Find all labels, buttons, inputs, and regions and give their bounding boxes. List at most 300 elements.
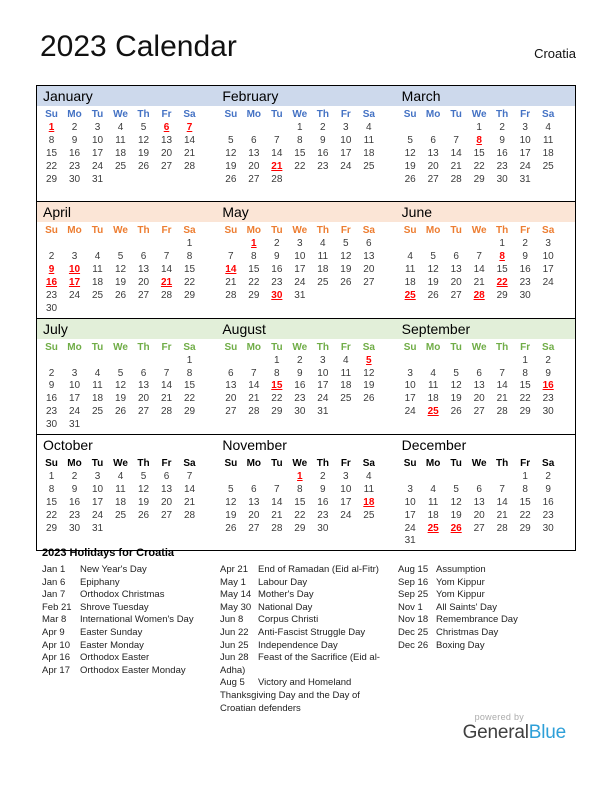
day-cell: 17 [340,496,352,508]
day-cell: 20 [473,393,485,405]
empty-cell [537,303,560,316]
weekday-header [40,107,216,122]
week-row [219,135,395,148]
holiday-date: Apr 9 [42,626,65,638]
empty-cell [109,523,132,536]
day-cell: 11 [115,483,126,495]
empty-cell [63,355,86,368]
holiday-item [398,627,564,640]
week-row [399,355,575,368]
empty-cell [399,355,422,368]
holiday-item [42,577,208,590]
empty-cell [311,419,334,432]
day-cell: 9 [71,134,78,146]
empty-cell [445,419,468,432]
empty-cell [311,174,334,187]
holiday-date: Jun 22 [220,626,249,638]
day-cell: 21 [496,509,508,521]
month-march [396,106,575,201]
day-cell: 2 [320,471,326,483]
holiday-date: Feb 21 [42,601,72,613]
weekday-label: Fr [340,341,351,353]
empty-cell [242,303,265,316]
holiday-date: Apr 17 [42,664,70,676]
day-cell: 15 [183,264,196,276]
weekday-label: Fr [520,109,531,120]
weekday-label: Su [45,225,58,237]
day-cell: 19 [137,496,150,508]
empty-cell [178,186,201,199]
empty-cell [537,419,560,432]
day-cell: 12 [114,380,127,392]
day-cell: 28 [473,289,485,301]
day-cell: 19 [114,393,127,405]
weekday-label: Tu [91,341,104,353]
empty-cell [288,419,311,432]
weekday-label: Fr [340,225,351,237]
weekday-label: Tu [271,109,283,120]
holiday-name: National Day [258,601,313,613]
weekday-label: Sa [362,458,375,470]
week-row [399,471,575,484]
day-cell: 9 [522,251,528,263]
day-cell: 16 [294,380,306,392]
day-cell: 18 [91,393,104,405]
day-cell: 5 [453,367,459,379]
holiday-name: Remembrance Day [436,614,518,626]
day-cell: 8 [522,483,528,495]
day-cell: 6 [163,471,170,483]
empty-cell [468,355,491,368]
holiday-date: Mar 8 [42,614,67,626]
weekday-header [399,340,575,355]
day-cell: 6 [476,483,482,495]
empty-cell [63,303,86,316]
day-cell: 24 [340,160,352,172]
page-title: 2023 Calendar [40,30,237,63]
week-row [399,393,575,406]
weekday-label: Mo [67,109,82,120]
day-cell: 12 [225,147,237,159]
day-cell: 28 [183,160,196,172]
week-row [40,406,216,419]
week-row [40,148,216,161]
week-row [219,174,395,187]
day-cell: 27 [160,509,173,521]
day-cell: 22 [519,393,531,405]
day-cell: 30 [68,173,81,185]
empty-cell [155,523,178,536]
day-cell: 8 [297,134,303,146]
weekday-label: Sa [542,225,555,237]
week-row [219,510,395,523]
day-cell: 16 [271,264,283,276]
day-cell: 12 [450,496,462,508]
weekday-label: Su [224,225,238,237]
day-cell: 6 [476,367,482,379]
day-cell: 28 [271,173,283,185]
empty-cell [242,186,265,199]
day-cell: 6 [366,238,372,250]
holiday-name: Yom Kippur [436,576,485,588]
day-cell: 24 [68,406,81,418]
day-cell: 6 [163,122,170,133]
day-cell: 7 [274,483,280,495]
day-cell: 1 [297,122,303,133]
empty-cell [63,238,86,251]
day-cell: 9 [320,134,326,146]
day-cell: 30 [519,289,531,301]
holiday-date: Apr 16 [42,652,70,664]
day-cell: 18 [114,496,127,508]
weekday-label: Th [137,225,150,237]
day-cell: 19 [340,264,352,276]
weekday-label: Su [45,341,58,353]
empty-cell [537,174,560,187]
holiday-date: Jan 1 [42,564,66,575]
weekday-label: We [113,225,128,237]
holiday-name: Independence Day [258,639,338,651]
day-cell: 14 [496,496,508,508]
empty-cell [109,355,132,368]
day-cell: 9 [71,483,78,495]
day-cell: 13 [248,496,260,508]
empty-cell [422,238,445,251]
day-cell: 29 [473,173,485,185]
day-cell: 14 [225,264,237,276]
empty-cell [219,303,242,316]
day-cell: 1 [186,354,193,366]
quarter-row [37,202,575,318]
day-cell: 3 [94,122,101,133]
day-cell: 3 [297,238,303,250]
empty-cell [491,303,514,316]
day-cell: 22 [294,509,306,521]
day-cell: 7 [274,134,280,146]
brand-blue: Blue [528,722,566,743]
holiday-date: Dec 25 [398,626,429,638]
weekday-label: Mo [246,341,262,353]
day-cell: 25 [427,406,439,418]
day-cell: 25 [317,277,329,289]
day-cell: 5 [228,483,234,495]
empty-cell [445,471,468,484]
day-cell: 12 [427,264,439,276]
day-cell: 18 [427,509,439,521]
week-row [219,251,395,264]
holiday-date: Jun 25 [220,639,249,651]
week-row [219,419,395,432]
holiday-item [220,589,386,602]
day-cell: 24 [91,509,104,521]
weekday-label: Su [403,458,417,470]
day-cell: 10 [68,264,81,276]
empty-cell [334,523,357,536]
weekday-label: Mo [425,341,441,353]
weekday-header [399,107,575,122]
week-row [40,135,216,148]
weekday-label: Fr [161,341,172,353]
weekday-label: Mo [425,109,441,120]
empty-cell [178,174,201,187]
empty-cell [132,355,155,368]
empty-cell [40,238,63,251]
day-cell: 18 [363,496,375,508]
day-cell: 11 [404,264,416,276]
week-row [40,277,216,290]
day-cell: 7 [453,134,459,146]
day-cell: 20 [473,509,485,521]
day-cell: 21 [473,277,485,289]
day-cell: 8 [274,367,280,379]
weekday-label: Tu [450,458,462,470]
holiday-name: New Year's Day [80,564,147,575]
month-name-january: January [43,88,93,104]
empty-cell [491,186,514,199]
day-cell: 27 [473,522,485,534]
week-row [219,497,395,510]
country-label: Croatia [534,46,576,61]
day-cell: 13 [450,264,462,276]
weekday-label: Th [316,458,329,470]
holiday-date: Dec 26 [398,639,429,651]
day-cell: 5 [140,471,147,483]
empty-cell [491,419,514,432]
weekday-label: Mo [67,225,82,237]
weekday-header [219,223,395,238]
day-cell: 14 [160,380,173,392]
day-cell: 30 [45,302,58,314]
empty-cell [445,186,468,199]
day-cell: 31 [91,173,104,185]
day-cell: 28 [248,406,260,418]
day-cell: 24 [404,522,416,534]
day-cell: 8 [499,251,505,263]
month-name-september: September [401,320,471,337]
weekday-header [399,223,575,238]
day-cell: 22 [183,277,196,289]
week-row [40,484,216,497]
empty-cell [109,303,132,316]
day-cell: 26 [450,522,462,534]
holiday-date: May 30 [220,601,252,613]
empty-cell [311,186,334,199]
day-cell: 2 [71,471,78,483]
holiday-date: Nov 1 [398,601,423,613]
weekday-label: Sa [542,458,555,470]
day-cell: 16 [68,496,81,508]
holiday-name: End of Ramadan (Eid al-Fitr) [258,564,379,575]
week-row [399,368,575,381]
empty-cell [265,419,288,432]
day-cell: 8 [522,367,528,379]
day-cell: 27 [248,173,260,185]
week-row [219,122,395,135]
month-header-band [37,435,575,455]
month-december [396,455,575,550]
day-cell: 18 [404,277,416,289]
day-cell: 4 [343,354,349,366]
day-cell: 7 [186,122,193,133]
powered-by-label: powered by [474,712,525,722]
empty-cell [468,471,491,484]
day-cell: 19 [363,380,375,392]
day-cell: 8 [186,367,193,379]
day-cell: 29 [271,406,283,418]
day-cell: 2 [545,354,551,366]
day-cell: 17 [68,277,81,289]
day-cell: 24 [404,406,416,418]
holiday-item [42,665,208,678]
weekday-label: We [471,341,487,353]
day-cell: 29 [496,289,508,301]
empty-cell [537,290,560,303]
holiday-date: Sep 25 [398,589,429,601]
weekday-label: Tu [91,109,104,120]
day-cell: 4 [117,471,124,483]
day-cell: 16 [519,264,531,276]
day-cell: 6 [430,134,436,146]
week-row [219,406,395,419]
week-row [219,148,395,161]
week-row [40,186,216,199]
weekday-header [219,107,395,122]
day-cell: 24 [542,277,554,289]
weekday-label: Sa [183,458,196,470]
day-cell: 10 [68,380,81,392]
weekday-label: We [113,109,128,120]
day-cell: 31 [91,522,104,534]
day-cell: 3 [94,471,101,483]
week-row [399,264,575,277]
day-cell: 18 [542,147,554,159]
day-cell: 10 [542,251,554,263]
holiday-name: Christmas Day [436,626,499,638]
day-cell: 17 [542,264,554,276]
day-cell: 14 [183,134,196,146]
weekday-label: Th [496,341,509,353]
empty-cell [132,186,155,199]
weekday-label: Tu [450,109,462,120]
day-cell: 24 [68,289,81,301]
empty-cell [40,355,63,368]
empty-cell [422,186,445,199]
month-august [216,339,395,434]
empty-cell [219,238,242,251]
holiday-item [398,577,564,590]
empty-cell [242,355,265,368]
day-cell: 18 [363,147,375,159]
day-cell: 2 [48,251,55,263]
empty-cell [334,290,357,303]
week-row [399,290,575,303]
day-cell: 29 [45,522,58,534]
holiday-item [42,614,208,627]
empty-cell [422,303,445,316]
day-cell: 14 [248,380,260,392]
week-row [399,161,575,174]
page-header [40,30,576,64]
weekday-label: Sa [183,225,196,237]
week-row [40,238,216,251]
empty-cell [109,238,132,251]
week-row [40,380,216,393]
week-row [219,238,395,251]
holiday-date: Jun 28 [220,652,249,664]
day-cell: 23 [496,160,508,172]
day-cell: 20 [160,496,173,508]
day-cell: 18 [340,380,352,392]
day-cell: 3 [71,367,78,379]
day-cell: 26 [114,289,127,301]
weekday-label: Su [403,341,417,353]
day-cell: 1 [48,122,55,133]
day-cell: 30 [496,173,508,185]
day-cell: 19 [427,277,439,289]
day-cell: 5 [366,354,372,366]
day-cell: 1 [297,471,303,483]
day-cell: 20 [450,277,462,289]
day-cell: 13 [248,147,260,159]
day-cell: 10 [317,367,329,379]
day-cell: 17 [294,264,306,276]
empty-cell [155,303,178,316]
day-cell: 17 [404,393,416,405]
day-cell: 8 [297,483,303,495]
empty-cell [63,186,86,199]
day-cell: 4 [366,471,372,483]
day-cell: 11 [542,134,554,146]
empty-cell [109,419,132,432]
empty-cell [445,122,468,135]
day-cell: 27 [160,160,173,172]
day-cell: 3 [343,122,349,133]
day-cell: 3 [545,238,551,250]
holiday-item [398,602,564,615]
day-cell: 31 [519,173,531,185]
day-cell: 20 [225,393,237,405]
day-cell: 21 [271,509,283,521]
empty-cell [422,122,445,135]
empty-cell [357,303,380,316]
day-cell: 20 [363,264,375,276]
day-cell: 4 [320,238,326,250]
day-cell: 4 [545,122,551,133]
day-cell: 3 [320,354,326,366]
week-row [399,122,575,135]
day-cell: 22 [271,393,283,405]
empty-cell [334,174,357,187]
weekday-label: Mo [246,109,262,120]
week-row [219,471,395,484]
holiday-item [220,640,386,653]
empty-cell [491,355,514,368]
day-cell: 12 [363,367,375,379]
weekday-label: Sa [183,341,196,353]
day-cell: 11 [363,483,375,495]
week-row [40,264,216,277]
day-cell: 6 [251,134,257,146]
day-cell: 5 [117,251,124,263]
holiday-date: Aug 5 [220,677,245,689]
month-header-band [37,319,575,339]
week-row [40,419,216,432]
day-cell: 4 [117,122,124,133]
empty-cell [334,406,357,419]
holiday-item [220,627,386,640]
month-name-july: July [43,320,68,337]
day-cell: 13 [137,380,150,392]
